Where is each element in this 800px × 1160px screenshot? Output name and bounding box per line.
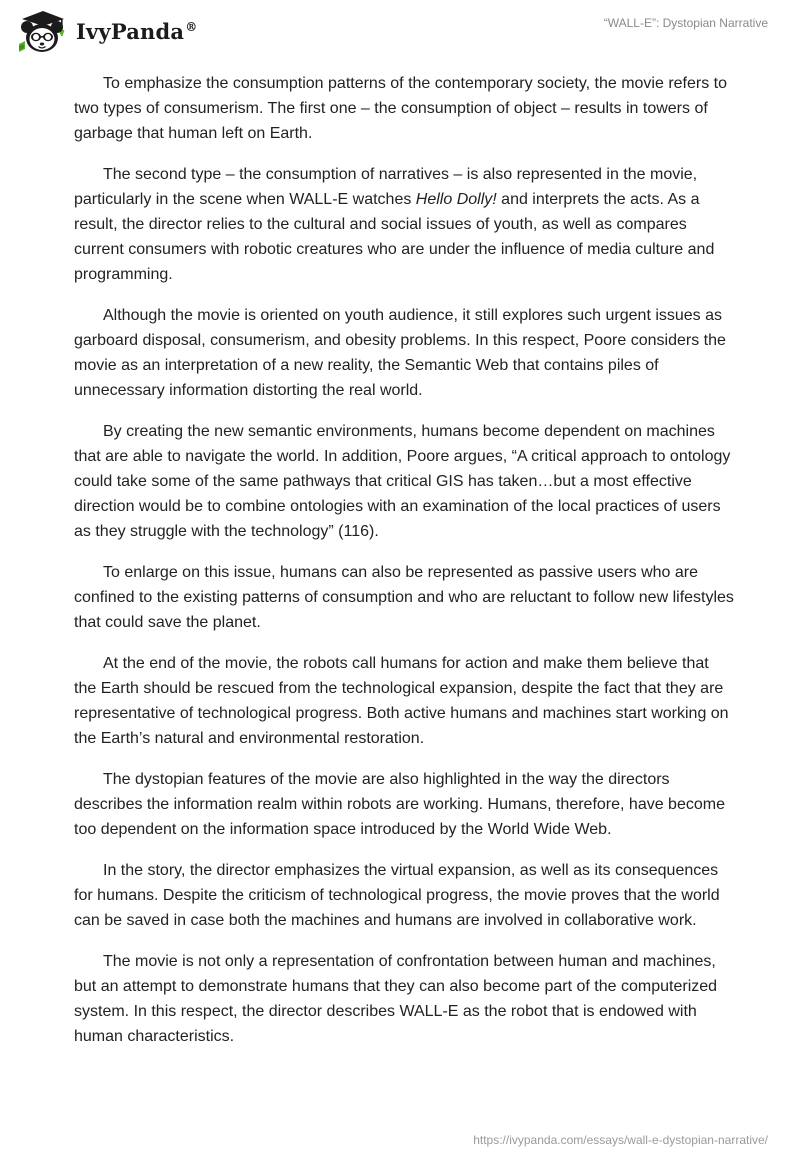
panda-graduate-icon bbox=[16, 8, 70, 54]
paragraph: In the story, the director emphasizes the virtual expansion, as well as its consequences for humans. Despite the criticism of technological progress, the movie proves that the world can be saved in case both the machines and humans are involved in collaborative work. bbox=[74, 862, 720, 929]
film-title: Hello Dolly! bbox=[415, 191, 497, 208]
paragraph: By creating the new semantic environments, humans become dependent on machines that are able to navigate the world. In addition, Poore argues, “A critical approach to ontology could take some of the same pathways that critical GIS has taken…but a most effective direction would be to combine ontologies with an examination of the local practices of users as they struggle with the technology” (116). bbox=[74, 423, 731, 540]
brand-name: IvyPanda® bbox=[76, 18, 198, 44]
paragraph-text: The second type – the consumption of narratives – is also represented in the movie, particularly in the scene when WALL-E watches bbox=[74, 166, 698, 208]
paragraph: To emphasize the consumption patterns of the contemporary society, the movie refers to two types of consumerism. The first one – the consumption of object – results in towers of garbage that human left on Earth. bbox=[74, 75, 728, 142]
paragraph-text: and interprets the acts. As a result, the director relies to the cultural and social issues of youth, as well as compares current consumers with robotic creatures who are under the influence of media culture and programming. bbox=[74, 191, 715, 283]
document-title: “WALL-E”: Dystopian Narrative bbox=[603, 16, 768, 30]
essay-body bbox=[74, 71, 734, 1065]
paragraph bbox=[74, 162, 734, 287]
paragraph: The dystopian features of the movie are also highlighted in the way the directors describes the information realm within robots are working. Humans, therefore, have become too dependent on the information space introduced by the World Wide Web. bbox=[74, 771, 725, 838]
ivypanda-logo[interactable] bbox=[16, 8, 197, 54]
source-url[interactable]: https://ivypanda.com/essays/wall-e-dystopian-narrative/ bbox=[473, 1133, 768, 1147]
paragraph: Although the movie is oriented on youth audience, it still explores such urgent issues as garboard disposal, consumerism, and obesity problems. In this respect, Poore considers the movie as an interpretation of a new reality, the Semantic Web that contains piles of unnecessary information distorting the real world. bbox=[74, 307, 726, 399]
paragraph: At the end of the movie, the robots call humans for action and make them believe that the Earth should be rescued from the technological expansion, despite the fact that they are representative of technological progress. Both active humans and machines start working on the Earth’s natural and environmental restoration. bbox=[74, 655, 729, 747]
paragraph: The movie is not only a representation of confrontation between human and machines, but an attempt to demonstrate humans that they can also become part of the computerized system. In this respect, the director describes WALL-E as the robot that is endowed with human characteristics. bbox=[74, 953, 718, 1045]
paragraph: To enlarge on this issue, humans can also be represented as passive users who are confined to the existing patterns of consumption and who are reluctant to follow new lifestyles that could save the planet. bbox=[74, 564, 734, 631]
registered-mark: ® bbox=[185, 19, 198, 34]
page-header bbox=[0, 0, 800, 70]
